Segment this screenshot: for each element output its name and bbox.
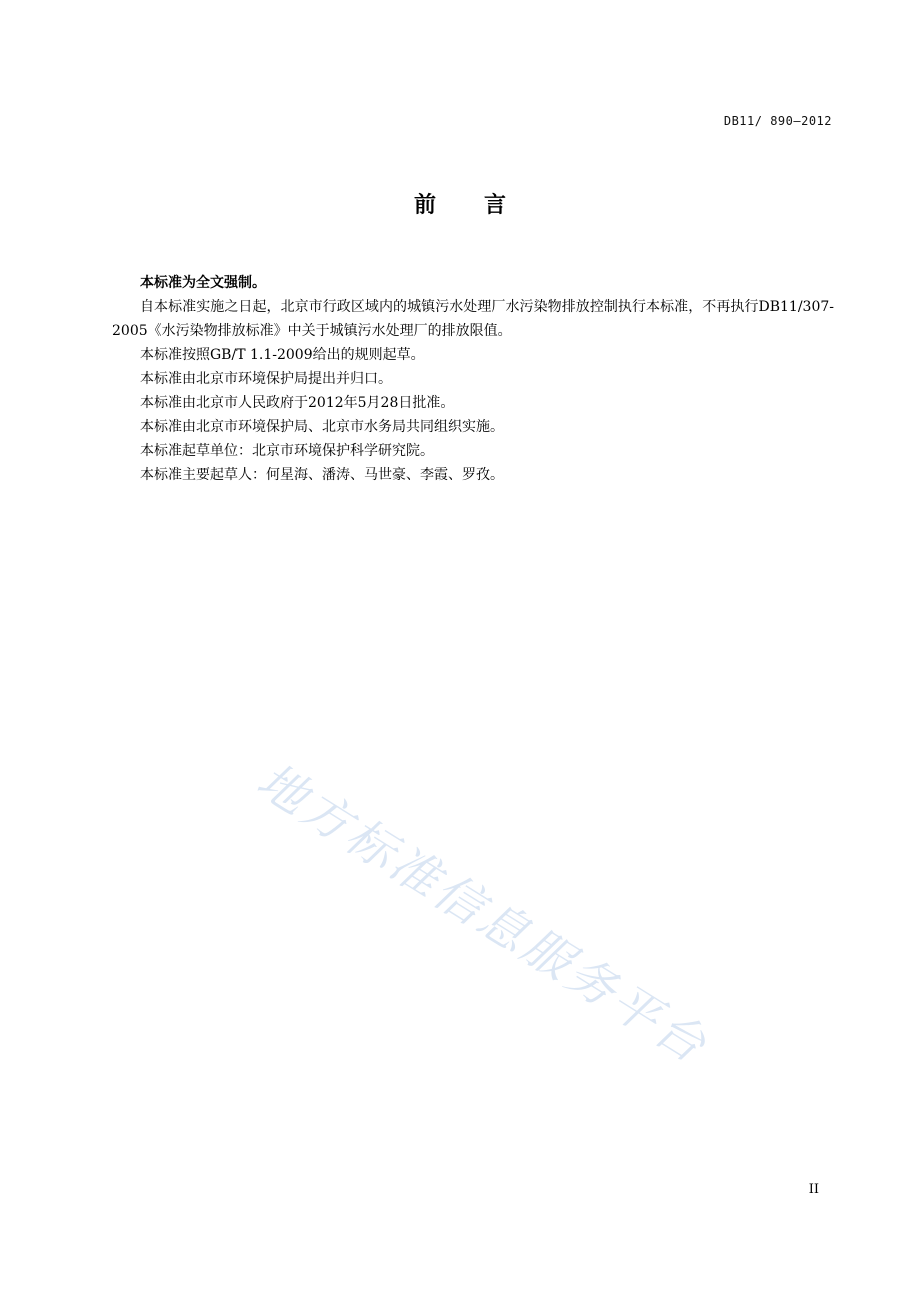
paragraph-drafting-unit: 本标准起草单位：北京市环境保护科学研究院。 <box>140 443 434 459</box>
page-number: II <box>808 1182 819 1197</box>
paragraph-proposer: 本标准由北京市环境保护局提出并归口。 <box>140 371 392 387</box>
foreword-body <box>112 271 834 487</box>
document-code: DB11/ 890—2012 <box>723 114 832 128</box>
paragraph-mandatory-statement: 本标准为全文强制。 <box>140 275 266 291</box>
paragraph-drafting-rules: 本标准按照GB/T 1.1-2009给出的规则起草。 <box>140 347 425 363</box>
paragraph-approval: 本标准由北京市人民政府于2012年5月28日批准。 <box>140 395 455 411</box>
paragraph-implementers: 本标准由北京市环境保护局、北京市水务局共同组织实施。 <box>140 419 504 435</box>
paragraph-implementation: 自本标准实施之日起，北京市行政区域内的城镇污水处理厂水污染物排放控制执行本标准，不再执行DB11/307-2005《水污染物排放标准》中关于城镇污水处理厂的排放限值。 <box>112 299 834 339</box>
paragraph-drafters: 本标准主要起草人：何星海、潘涛、马世豪、李霞、罗孜。 <box>140 467 504 483</box>
page-title: 前言 <box>413 193 554 218</box>
watermark: 地方标准信息服务平台 <box>247 752 718 1076</box>
